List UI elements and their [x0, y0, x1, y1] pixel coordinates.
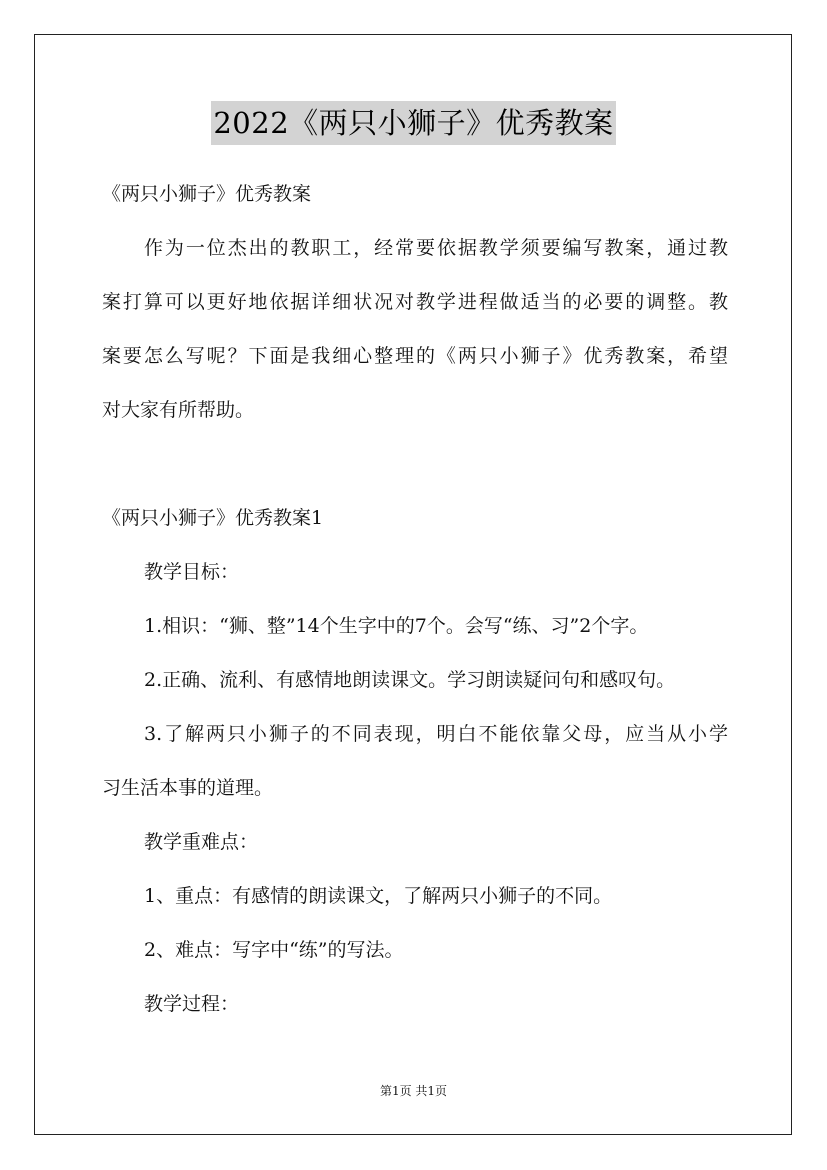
title-container — [0, 101, 827, 145]
keypoints-label: 教学重难点： — [144, 831, 259, 853]
intro-line-3: 案要怎么写呢？下面是我细心整理的《两只小狮子》优秀教案，希望 — [102, 345, 728, 367]
page-footer: 第1页 共1页 — [379, 1084, 448, 1098]
process-label: 教学过程： — [144, 993, 240, 1015]
keypoint-item-1: 1、重点：有感情的朗读课文，了解两只小狮子的不同。 — [144, 885, 613, 907]
section-heading: 《两只小狮子》优秀教案1 — [102, 507, 324, 529]
goal-item-1: 1.相识：“狮、整”14个生字中的7个。会写“练、习”2个字。 — [144, 615, 649, 637]
goals-label: 教学目标： — [144, 561, 240, 583]
goal-item-2: 2.正确、流利、有感情地朗读课文。学习朗读疑问句和感叹句。 — [144, 669, 676, 691]
goal-item-3: 3.了解两只小狮子的不同表现，明白不能依靠父母，应当从小学 — [144, 723, 728, 745]
goal-item-3-continued: 习生活本事的道理。 — [102, 777, 274, 799]
keypoint-item-2: 2、难点：写字中“练”的写法。 — [144, 939, 404, 961]
document-title: 2022《两只小狮子》优秀教案 — [211, 101, 615, 145]
intro-line-2: 案打算可以更好地依据详细状况对教学进程做适当的必要的调整。教 — [102, 291, 728, 313]
intro-line-4: 对大家有所帮助。 — [102, 399, 255, 421]
subtitle: 《两只小狮子》优秀教案 — [102, 183, 312, 205]
intro-line-1: 作为一位杰出的教职工，经常要依据教学须要编写教案，通过教 — [144, 237, 728, 259]
